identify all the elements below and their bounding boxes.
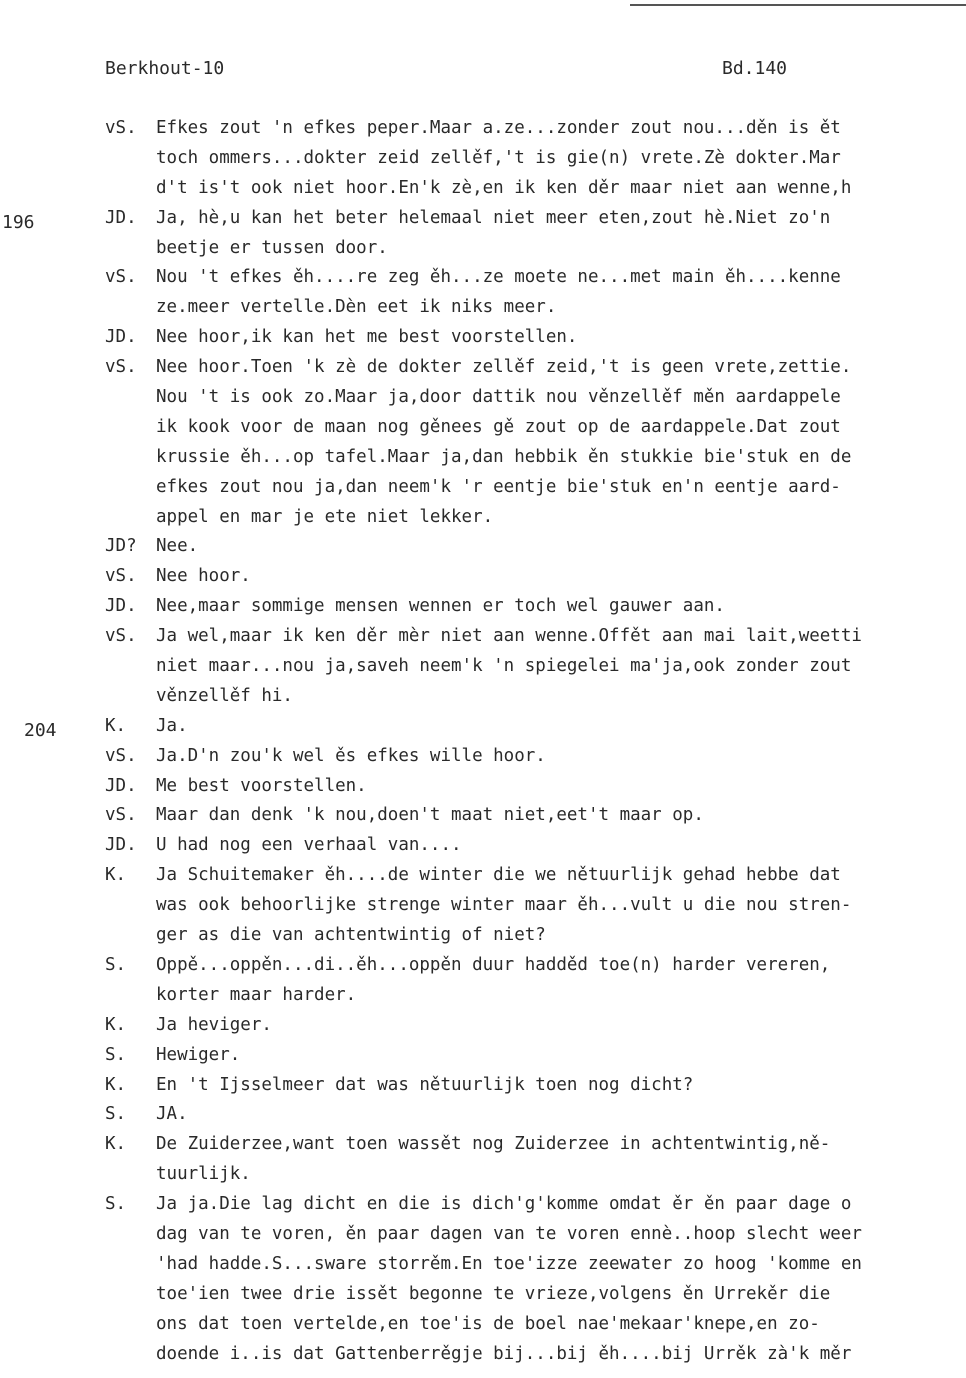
speaker-label: JD. (105, 596, 137, 617)
transcript-line (0, 1284, 966, 1314)
line-text: ze.meer vertelle.Dèn eet ik niks meer. (156, 297, 557, 318)
line-text: Nee hoor.Toen 'k zè de dokter zellěf zeid,'t is geen vrete,zettie. (156, 357, 852, 378)
transcript-line (0, 955, 966, 985)
line-text: Nee. (156, 536, 199, 557)
line-text: 'had hadde.S...sware storrěm.En toe'izze zeewater zo hoog 'komme en (156, 1253, 862, 1274)
transcript-line (0, 1224, 966, 1254)
transcript-line (0, 327, 966, 357)
line-text: toch ommers...dokter zeid zellěf,'t is gie(n) vrete.Zè dokter.Mar (156, 147, 841, 168)
speaker-label: S. (105, 1104, 127, 1125)
speaker-label: K. (105, 1074, 127, 1095)
speaker-label: vS. (105, 566, 137, 587)
speaker-label: K. (105, 1014, 127, 1035)
line-text: En 't Ijsselmeer dat was nětuurlijk toen nog dicht? (156, 1074, 694, 1095)
line-text: Nee,maar sommige mensen wennen er toch wel gauwer aan. (156, 596, 725, 617)
speaker-label: S. (105, 1194, 127, 1215)
line-text: Ja ja.Die lag dicht en die is dich'g'komme omdat ěr ěn paar dage o (156, 1194, 852, 1215)
transcript-line (0, 1194, 966, 1224)
transcript-line (0, 507, 966, 537)
speaker-label: K. (105, 1134, 127, 1155)
speaker-label: S. (105, 1044, 127, 1065)
speaker-label: S. (105, 954, 127, 975)
speaker-label: vS. (105, 357, 137, 378)
speaker-label: vS. (105, 118, 137, 138)
transcript-line (0, 297, 966, 327)
line-text: Nee hoor. (156, 566, 251, 587)
line-text: d't is't ook niet hoor.En'k zè,en ik ken děr maar niet aan wenne,h (156, 177, 852, 198)
line-text: was ook behoorlijke strenge winter maar ěh...vult u die nou stren- (156, 895, 852, 916)
margin-number-204: 204 (24, 720, 57, 741)
transcript-line (0, 357, 966, 387)
margin-number-196: 196 (2, 212, 35, 233)
line-text: dag van te voren, ěn paar dagen van te voren ennè..hoop slecht weer (156, 1223, 862, 1244)
line-text: Oppě...oppěn...di..ěh...oppěn duur hadděd toe(n) harder vereren, (156, 954, 831, 975)
transcript-line (0, 238, 966, 268)
line-text: Ja.D'n zou'k wel ěs efkes wille hoor. (156, 745, 546, 766)
speaker-label: vS. (105, 805, 137, 826)
transcript-line (0, 447, 966, 477)
line-text: doende i..is dat Gattenberrěgje bij...bij ěh....bij Urrěk zà'k měr (156, 1343, 852, 1364)
speaker-label: K. (105, 715, 127, 736)
top-rule (630, 4, 966, 6)
line-text: Nou 't efkes ěh....re zeg ěh...ze moete ne...met main ěh....kenne (156, 267, 841, 288)
line-text: Ja wel,maar ik ken děr mèr niet aan wenne.Offět aan mai lait,weetti (156, 626, 862, 647)
transcript-line (0, 746, 966, 776)
transcript-line (0, 1015, 966, 1045)
transcript-line (0, 566, 966, 596)
transcript-line (0, 1134, 966, 1164)
transcript-line (0, 178, 966, 208)
transcript-line (0, 1075, 966, 1105)
transcript-line (0, 1314, 966, 1344)
line-text: efkes zout nou ja,dan neem'k 'r eentje bie'stuk en'n eentje aard- (156, 476, 841, 497)
transcript-line (0, 148, 966, 178)
line-text: Nee hoor,ik kan het me best voorstellen. (156, 327, 578, 348)
transcript-line (0, 118, 966, 148)
transcript-line (0, 805, 966, 835)
line-text: Ja Schuitemaker ěh....de winter die we nětuurlijk gehad hebbe dat (156, 865, 841, 886)
speaker-label: K. (105, 865, 127, 886)
transcript-line (0, 626, 966, 656)
transcript-line (0, 417, 966, 447)
speaker-label: vS. (105, 626, 137, 647)
transcript-line (0, 925, 966, 955)
line-text: Maar dan denk 'k nou,doen't maat niet,eet't maar op. (156, 805, 704, 826)
speaker-label: vS. (105, 267, 137, 288)
transcript-line (0, 536, 966, 566)
line-text: věnzellěf hi. (156, 685, 293, 706)
line-text: Efkes zout 'n efkes peper.Maar a.ze...zonder zout nou...děn is ět (156, 118, 841, 138)
speaker-label: JD. (105, 775, 137, 796)
line-text: Me best voorstellen. (156, 775, 367, 796)
speaker-label: JD. (105, 835, 137, 856)
header-title: Berkhout-10 (105, 58, 225, 79)
transcript-line (0, 387, 966, 417)
transcript-line (0, 1045, 966, 1075)
line-text: beetje er tussen door. (156, 237, 388, 258)
line-text: ons dat toen vertelde,en toe'is de boel nae'mekaar'knepe,en zo- (156, 1313, 820, 1334)
line-text: De Zuiderzee,want toen wassět nog Zuiderzee in achtentwintig,ně- (156, 1134, 831, 1155)
line-text: toe'ien twee drie issět begonne te vrieze,volgens ěn Urrekěr die (156, 1283, 831, 1304)
line-text: JA. (156, 1104, 188, 1125)
transcript-line (0, 686, 966, 716)
line-text: korter maar harder. (156, 984, 357, 1005)
line-text: ger as die van achtentwintig of niet? (156, 925, 546, 946)
transcript-line (0, 267, 966, 297)
transcript-line (0, 1164, 966, 1194)
speaker-label: JD? (105, 536, 137, 557)
line-text: krussie ěh...op tafel.Maar ja,dan hebbik ěn stukkie bie'stuk en de (156, 446, 852, 467)
line-text: Hewiger. (156, 1044, 241, 1065)
line-text: Ja. (156, 715, 188, 736)
transcript-line (0, 656, 966, 686)
line-text: tuurlijk. (156, 1164, 251, 1185)
line-text: appel en mar je ete niet lekker. (156, 506, 494, 527)
transcript-body (0, 118, 966, 1373)
line-text: niet maar...nou ja,saveh neem'k 'n spiegelei ma'ja,ook zonder zout (156, 656, 852, 677)
transcript-line (0, 895, 966, 925)
header-page-ref: Bd.140 (722, 58, 788, 79)
speaker-label: JD. (105, 327, 137, 348)
line-text: U had nog een verhaal van.... (156, 835, 462, 856)
line-text: Nou 't is ook zo.Maar ja,door dattik nou věnzellěf měn aardappele (156, 387, 841, 408)
transcript-line (0, 865, 966, 895)
transcript-line (0, 835, 966, 865)
speaker-label: JD. (105, 207, 137, 228)
transcript-line (0, 1344, 966, 1374)
speaker-label: vS. (105, 745, 137, 766)
transcript-line (0, 776, 966, 806)
transcript-line (0, 1104, 966, 1134)
line-text: Ja heviger. (156, 1014, 272, 1035)
transcript-line (0, 1254, 966, 1284)
line-text: ik kook voor de maan nog gěnees gě zout op de aardappele.Dat zout (156, 416, 841, 437)
transcript-line (0, 985, 966, 1015)
transcript-line (0, 716, 966, 746)
transcript-line (0, 596, 966, 626)
transcript-line (0, 208, 966, 238)
transcript-line (0, 477, 966, 507)
line-text: Ja, hè,u kan het beter helemaal niet meer eten,zout hè.Niet zo'n (156, 207, 831, 228)
